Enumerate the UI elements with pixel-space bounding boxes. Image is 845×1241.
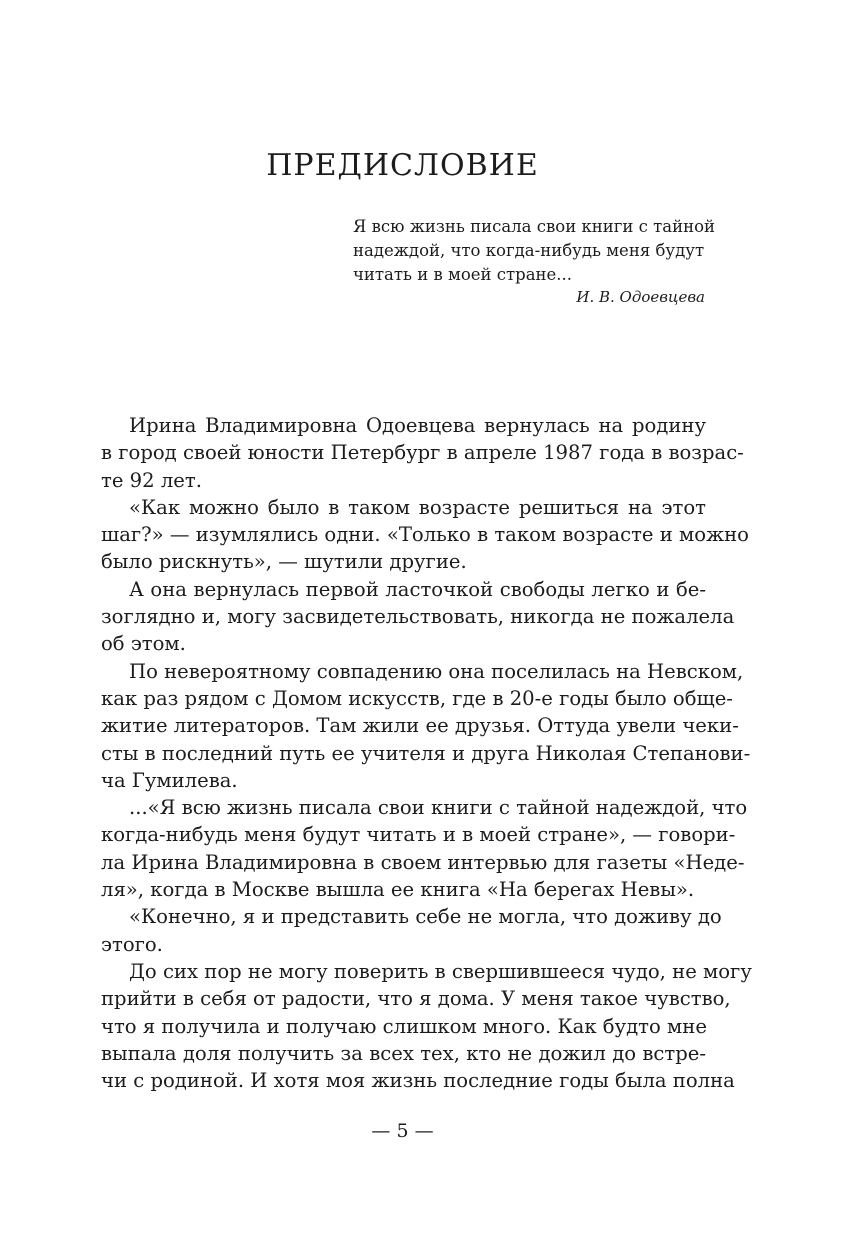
text-line: что я получила и получаю слишком много. Как будто мне — [101, 1014, 707, 1038]
text-line: сты в последний путь ее учителя и друга Николая Степанови- — [101, 741, 751, 765]
text-line: чи с родиной. И хотя моя жизнь последние годы была полна — [101, 1069, 735, 1093]
text-line: Ирина Владимировна Одоевцева вернулась на родину — [129, 414, 706, 437]
epigraph-line: Я всю жизнь писала свои книги с тайной — [353, 217, 716, 236]
text-line: До сих пор не могу поверить в свершившееся чудо, не могу — [129, 959, 752, 983]
text-line: те 92 лет. — [101, 468, 202, 492]
text-line: «Как можно было в таком возрасте решиться на этот — [129, 495, 706, 519]
text-line: ча Гумилева. — [101, 768, 238, 792]
text-line: ла Ирина Владимировна в своем интервью для газеты «Неде- — [101, 850, 745, 874]
epigraph-line: надеждой, что когда-нибудь меня будут — [353, 241, 705, 260]
text-line: об этом. — [101, 632, 186, 656]
text-line: этого. — [101, 932, 163, 956]
text-line: шаг?» — изумлялись одни. «Только в таком возрасте и можно — [101, 523, 749, 547]
text-line: когда-нибудь меня будут читать и в моей стране», — говори- — [101, 823, 736, 847]
text-line: в город своей юности Петербург в апреле 1987 года в возрас- — [101, 441, 744, 465]
body-text — [101, 412, 752, 1094]
text-line: было рискнуть», — шутили другие. — [101, 550, 467, 574]
page-number: — 5 — — [371, 1120, 434, 1142]
epigraph-author: И. В. Одоевцева — [576, 288, 705, 306]
page-title: ПРЕДИСЛОВИЕ — [266, 148, 539, 183]
text-line: ...«Я всю жизнь писала свои книги с тайной надеждой, что — [129, 796, 748, 820]
text-line: как раз рядом с Домом искусств, где в 20-е годы было обще- — [101, 686, 733, 710]
text-line: житие литераторов. Там жили ее друзья. Оттуда увели чеки- — [101, 714, 739, 738]
text-line: выпала доля получить за всех тех, кто не дожил до встре- — [101, 1041, 706, 1065]
text-line: «Конечно, я и представить себе не могла, что доживу до — [129, 905, 722, 929]
text-line: ля», когда в Москве вышла ее книга «На берегах Невы». — [101, 878, 695, 902]
text-line: По невероятному совпадению она поселилась на Невском, — [129, 659, 744, 683]
text-line: прийти в себя от радости, что я дома. У меня такое чувство, — [101, 987, 731, 1011]
text-line: А она вернулась первой ласточкой свободы легко и бе- — [129, 577, 706, 601]
epigraph — [353, 215, 716, 287]
epigraph-line: читать и в моей стране... — [353, 265, 573, 284]
text-line: зоглядно и, могу засвидетельствовать, никогда не пожалела — [101, 605, 735, 629]
